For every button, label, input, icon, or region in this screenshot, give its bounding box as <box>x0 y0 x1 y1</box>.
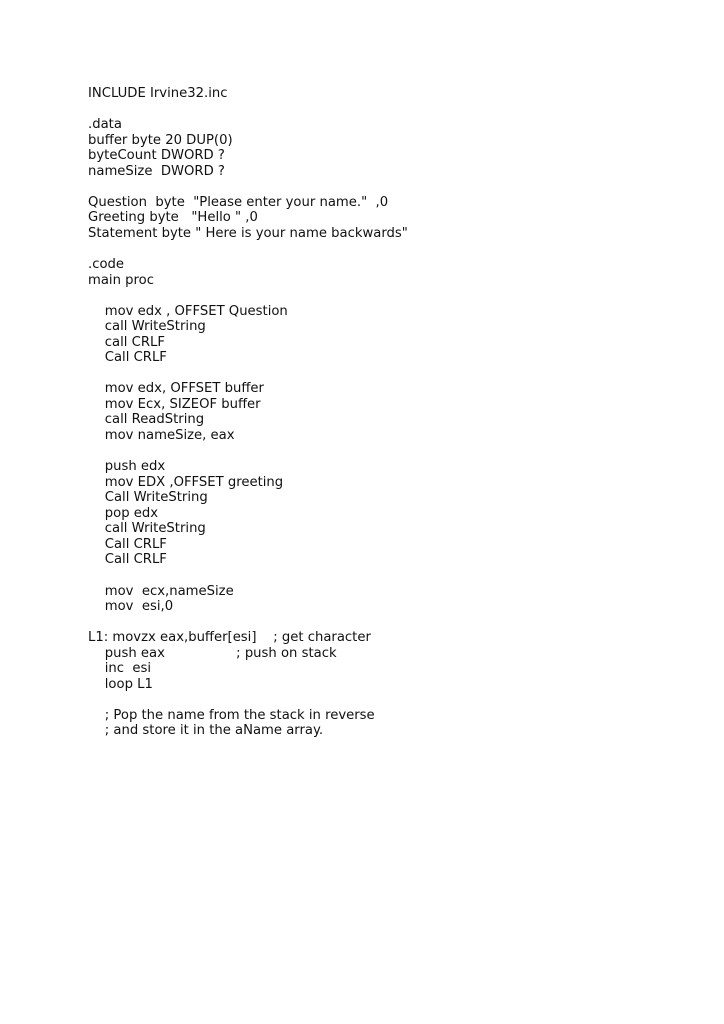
code-line: push edx <box>88 459 166 475</box>
code-line: pop edx <box>88 505 159 521</box>
code-line <box>88 615 688 631</box>
code-line <box>88 179 688 195</box>
code-line <box>88 102 688 118</box>
code-line: mov Ecx, SIZEOF buffer <box>88 396 261 412</box>
code-line: main proc <box>88 272 154 288</box>
code-line: buffer byte 20 DUP(0) <box>88 132 233 148</box>
code-line: mov esi,0 <box>88 599 174 615</box>
code-line <box>88 444 688 460</box>
code-line: Statement byte " Here is your name backwards" <box>88 225 408 241</box>
code-line: mov edx, OFFSET buffer <box>88 381 264 397</box>
code-line <box>88 288 688 304</box>
code-line <box>88 692 688 708</box>
code-line: mov ecx,nameSize <box>88 583 234 599</box>
code-line: loop L1 <box>88 676 153 692</box>
code-line: call WriteString <box>88 521 206 537</box>
code-line: ; Pop the name from the stack in reverse <box>88 707 375 723</box>
code-line: Call WriteString <box>88 490 208 506</box>
code-line <box>88 366 688 382</box>
code-line: mov edx , OFFSET Question <box>88 303 288 319</box>
code-line: inc esi <box>88 661 152 677</box>
code-line: call ReadString <box>88 412 205 428</box>
code-line: ; and store it in the aName array. <box>88 723 324 739</box>
code-line: mov EDX ,OFFSET greeting <box>88 474 284 490</box>
assembly-code-listing <box>88 86 688 739</box>
code-line: push eax ; push on stack <box>88 645 337 661</box>
code-line: .data <box>88 117 122 133</box>
code-line: Call CRLF <box>88 552 167 568</box>
code-line: INCLUDE Irvine32.inc <box>88 86 228 101</box>
code-line: call WriteString <box>88 319 206 335</box>
code-line: Call CRLF <box>88 536 167 552</box>
code-line: Call CRLF <box>88 350 167 366</box>
code-line: byteCount DWORD ? <box>88 148 225 164</box>
code-line: mov nameSize, eax <box>88 428 235 444</box>
code-line: .code <box>88 257 124 273</box>
code-line <box>88 241 688 257</box>
code-line: nameSize DWORD ? <box>88 163 225 179</box>
code-line: Question byte "Please enter your name." ,0 <box>88 194 389 210</box>
code-line: call CRLF <box>88 334 165 350</box>
code-line: Greeting byte "Hello " ,0 <box>88 210 258 226</box>
code-line <box>88 568 688 584</box>
code-line: L1: movzx eax,buffer[esi] ; get character <box>88 630 371 646</box>
